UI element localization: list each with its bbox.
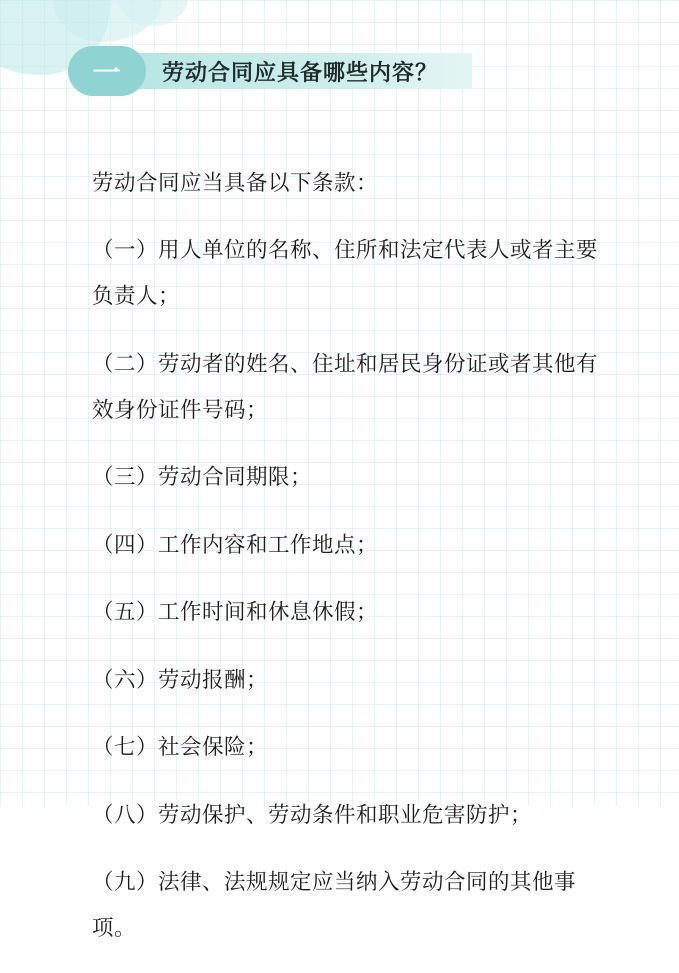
section-number-badge: 一: [68, 46, 146, 96]
page-title: 劳动合同应具备哪些内容？: [162, 59, 439, 85]
clause-item: （二）劳动者的姓名、住址和居民身份证或者其他有效身份证件号码；: [92, 351, 599, 422]
intro-paragraph: 劳动合同应当具备以下条款：: [92, 170, 379, 195]
clause-item: （五）工作时间和休息休假；: [92, 600, 379, 624]
clause-item: （三）劳动合同期限；: [92, 465, 313, 489]
clause-item: （九）法律、法规规定应当纳入劳动合同的其他事项。: [92, 870, 577, 940]
document-body: [92, 138, 612, 973]
clause-item: （七）社会保险；: [92, 735, 269, 759]
decorative-blob-small: [118, 0, 188, 26]
clause-item: （六）劳动报酬；: [92, 667, 269, 692]
section-header: [68, 46, 472, 96]
section-title-bar: [128, 53, 472, 89]
decorative-blob-medium: [52, 0, 162, 42]
clause-item: （四）工作内容和工作地点；: [92, 532, 379, 557]
clause-item: （八）劳动保护、劳动条件和职业危害防护；: [92, 802, 533, 827]
clause-item: （一）用人单位的名称、住所和法定代表人或者主要负责人；: [92, 238, 599, 308]
